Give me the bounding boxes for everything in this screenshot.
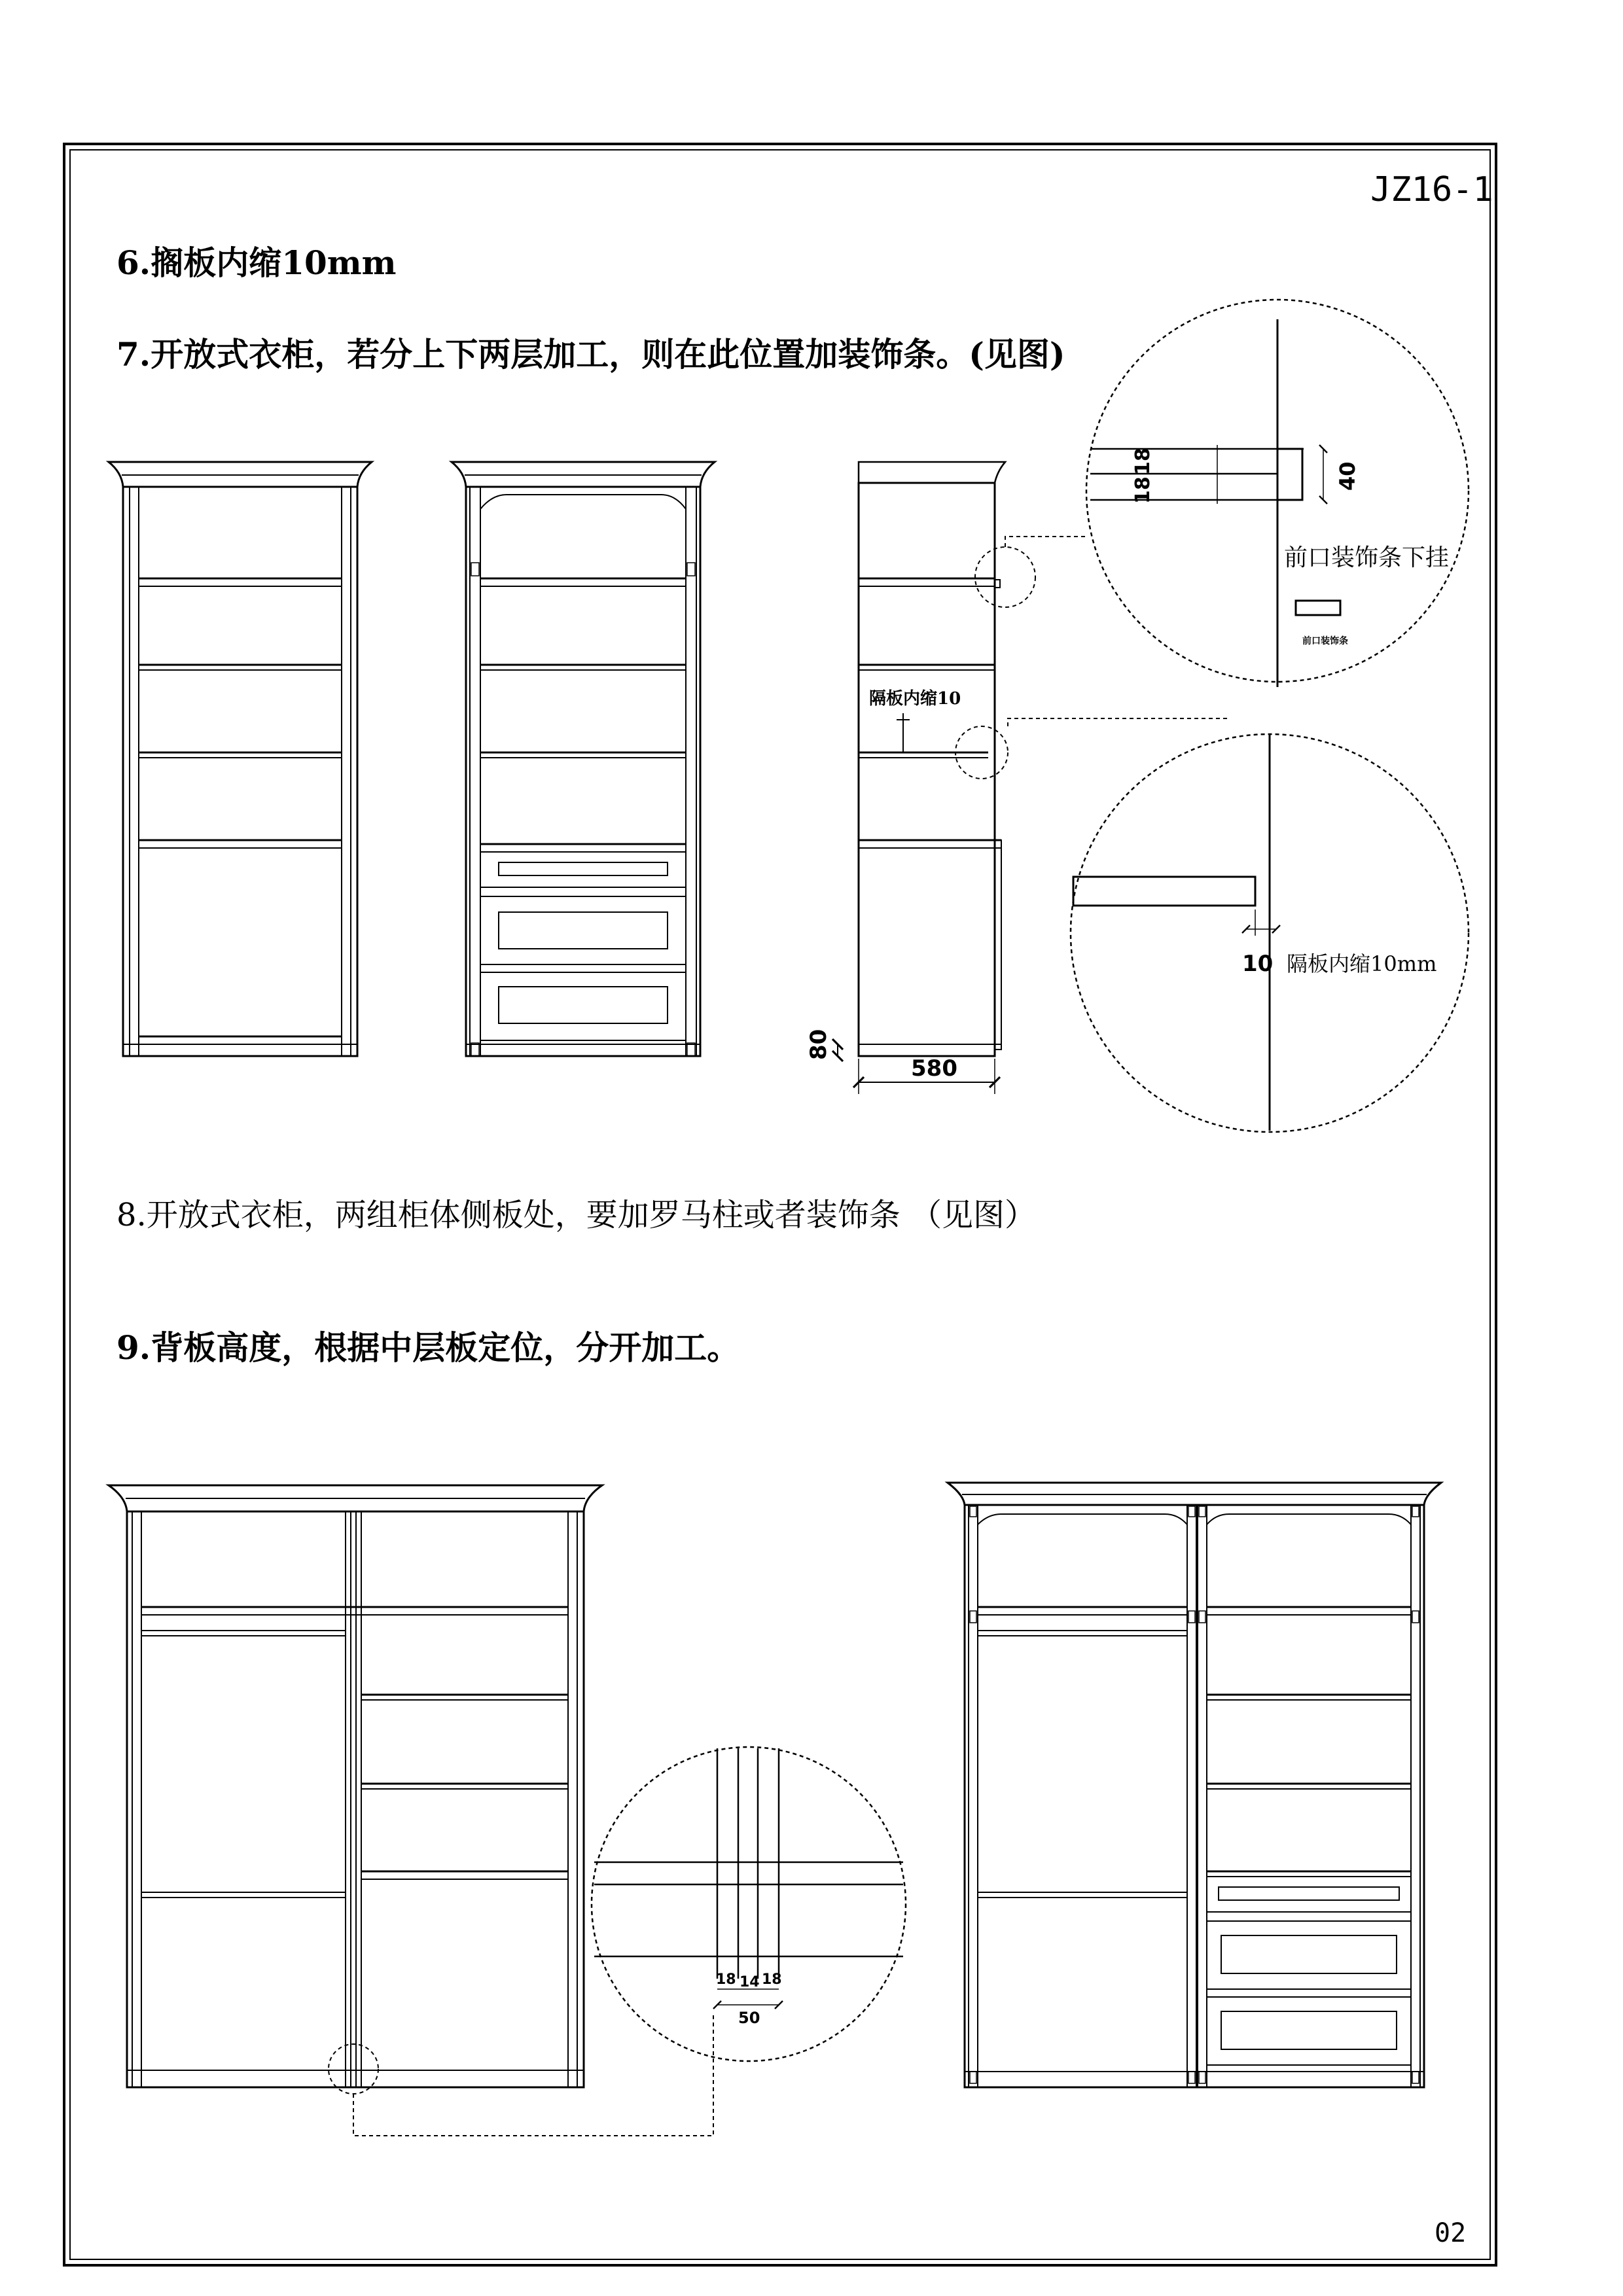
drawer-1 [480, 852, 686, 887]
dim-80-label: 80 [806, 1029, 832, 1060]
page-number: 02 [1435, 2218, 1467, 2248]
dim-580-label: 580 [911, 1055, 957, 1082]
side-inset-label: 隔板内缩10 [869, 689, 961, 709]
detail-dim-14: 14 [740, 1974, 760, 1990]
detail-dim-50: 50 [738, 2009, 760, 2027]
wardrobe-two-bay-d [948, 1483, 1441, 2087]
drawer-3 [480, 972, 686, 1040]
cabinet-front-b [452, 462, 715, 1056]
detail-circle-mid [1071, 734, 1469, 1132]
detail-dim-18b: 18 [1132, 476, 1154, 504]
detail-dim-18a: 18 [1132, 448, 1154, 475]
detail-top-label: 前口装饰条下挂 [1284, 544, 1450, 571]
note-8: 8.开放式衣柜，两组柜体侧板处，要加罗马柱或者装饰条 （见图） [116, 1197, 1037, 1233]
detail-dim-18-right: 18 [762, 1971, 782, 1988]
detail-mid-label: 隔板内缩10mm [1287, 951, 1437, 976]
detail-dim-18-left: 18 [716, 1971, 736, 1988]
drawing-code: JZ16-1 [1370, 170, 1493, 209]
drawer-d3 [1207, 1997, 1411, 2065]
detail-dim-10: 10 [1242, 951, 1274, 977]
note-9: 9.背板高度，根据中层板定位，分开加工。 [116, 1328, 740, 1367]
cabinet-front-a [109, 462, 372, 1056]
drawer-2 [480, 896, 686, 964]
note-6: 6.搁板内缩10mm [116, 243, 397, 282]
drawer-d1 [1207, 1877, 1411, 1912]
note-7: 7.开放式衣柜，若分上下两层加工，则在此位置加装饰条。(见图) [116, 335, 1065, 374]
detail-dim-40: 40 [1335, 461, 1360, 491]
cabinet-side-view [838, 462, 1230, 1094]
detail-top-small-label: 前口装饰条 [1302, 636, 1348, 646]
drawer-d2 [1207, 1921, 1411, 1989]
